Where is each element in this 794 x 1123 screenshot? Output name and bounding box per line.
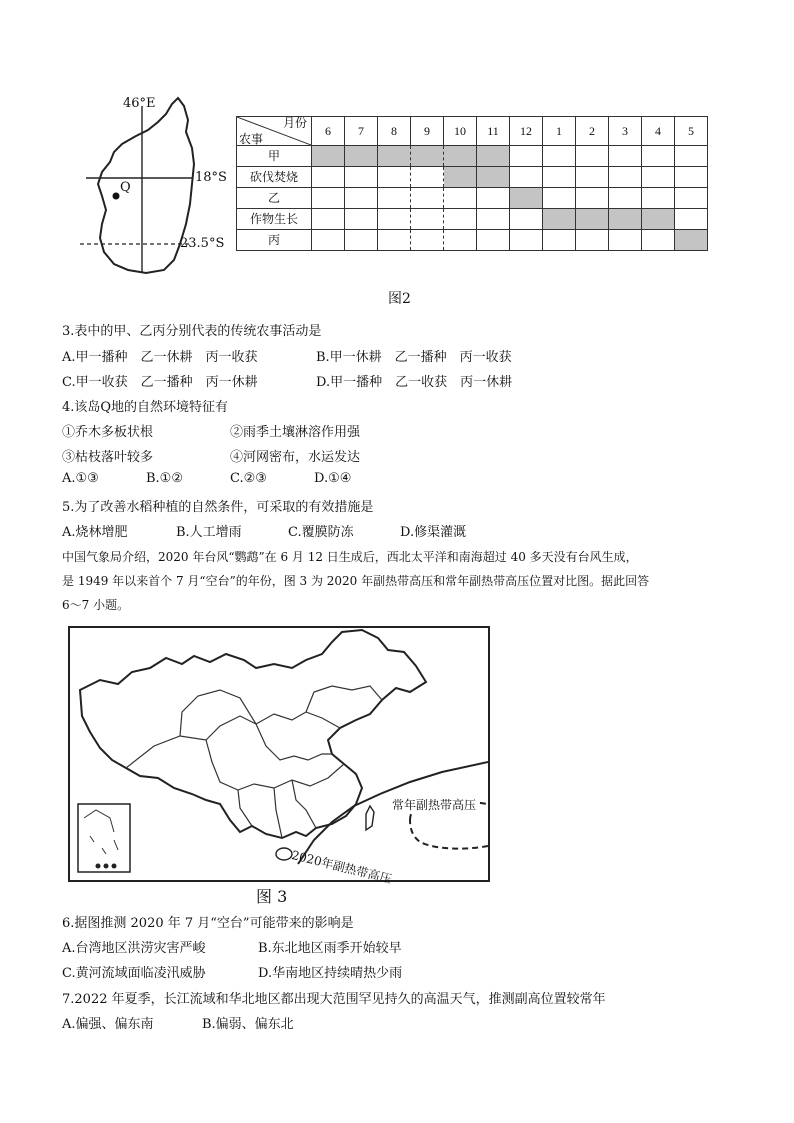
- q5-option-c: C.覆膜防冻: [288, 525, 354, 540]
- row-label: 乙: [237, 188, 312, 209]
- table-row: [237, 230, 708, 251]
- table-cell: [642, 167, 675, 188]
- farm-calendar-table: [236, 116, 708, 251]
- table-cell: [576, 188, 609, 209]
- q4-statement-3: ③枯枝落叶较多: [62, 450, 154, 465]
- table-row: [237, 188, 708, 209]
- row-label: 丙: [237, 230, 312, 251]
- table-cell-filled: [576, 209, 609, 230]
- month-header: 9: [411, 117, 444, 146]
- q4-option-c: C.②③: [230, 471, 267, 486]
- table-cell-filled: [411, 146, 444, 167]
- table-cell: [609, 167, 642, 188]
- q4-option-d: D.①④: [314, 471, 352, 486]
- table-cell: [543, 167, 576, 188]
- table-cell: [378, 188, 411, 209]
- table-cell-filled: [477, 167, 510, 188]
- q4-statement-2: ②雨季土壤淋溶作用强: [230, 425, 361, 440]
- corner-month-label: 月份: [282, 116, 307, 130]
- china-outline: [80, 630, 426, 838]
- table-cell: [378, 230, 411, 251]
- table-cell-filled: [510, 188, 543, 209]
- table-row: [237, 209, 708, 230]
- table-cell: [312, 167, 345, 188]
- table-cell: [675, 167, 708, 188]
- month-header: 4: [642, 117, 675, 146]
- table-cell: [609, 230, 642, 251]
- q6-stem: 6.据图推测 2020 年 7 月“空台”可能带来的影响是: [62, 916, 354, 931]
- q4-statement-4: ④河网密布，水运发达: [230, 450, 361, 465]
- month-header: 6: [312, 117, 345, 146]
- table-cell: [510, 167, 543, 188]
- month-header: 8: [378, 117, 411, 146]
- row-label: 作物生长: [237, 209, 312, 230]
- table-cell: [642, 188, 675, 209]
- figure-2-caption: 图2: [388, 291, 411, 307]
- label-2020-subtropical-high: 2020年副热带高压: [290, 847, 394, 887]
- table-cell: [477, 188, 510, 209]
- table-row: [237, 146, 708, 167]
- table-cell-filled: [642, 209, 675, 230]
- table-cell: [444, 188, 477, 209]
- table-cell: [576, 230, 609, 251]
- q6-option-d: D.华南地区持续晴热少雨: [258, 966, 403, 981]
- table-cell: [444, 209, 477, 230]
- q4-option-b: B.①②: [146, 471, 183, 486]
- row-label: 砍伐焚烧: [237, 167, 312, 188]
- q4-stem: 4.该岛Q地的自然环境特征有: [62, 400, 229, 415]
- label-normal-subtropical-high: 常年副热带高压: [392, 798, 477, 812]
- table-cell-filled: [378, 146, 411, 167]
- figure-3-caption: 图 3: [256, 887, 288, 906]
- q5-option-b: B.人工增雨: [176, 525, 242, 540]
- table-cell: [411, 209, 444, 230]
- china-map: [70, 628, 488, 880]
- table-cell-filled: [477, 146, 510, 167]
- table-cell: [576, 146, 609, 167]
- table-cell: [345, 167, 378, 188]
- table-cell-filled: [609, 209, 642, 230]
- table-cell: [345, 209, 378, 230]
- lon-label: 46°E: [123, 96, 156, 111]
- table-cell: [444, 230, 477, 251]
- table-cell: [510, 209, 543, 230]
- table-cell: [477, 209, 510, 230]
- q7-stem: 7.2022 年夏季，长江流域和华北地区都出现大范围罕见持久的高温天气，推测副高位置较常年: [62, 992, 606, 1007]
- row-label: 甲: [237, 146, 312, 167]
- table-cell: [609, 188, 642, 209]
- table-cell: [642, 146, 675, 167]
- table-cell: [609, 146, 642, 167]
- table-cell-filled: [312, 146, 345, 167]
- q3-option-c: C.甲一收获 乙一播种 丙一休耕: [62, 375, 258, 390]
- table-cell: [411, 167, 444, 188]
- table-cell-filled: [444, 146, 477, 167]
- q4-statement-1: ①乔木多板状根: [62, 425, 154, 440]
- subtropical-high-2020-line: [298, 762, 488, 864]
- table-cell: [378, 167, 411, 188]
- table-cell: [675, 188, 708, 209]
- table-cell: [675, 146, 708, 167]
- month-header: 5: [675, 117, 708, 146]
- month-header: 2: [576, 117, 609, 146]
- table-cell: [675, 209, 708, 230]
- table-cell: [510, 230, 543, 251]
- corner-farm-label: 农事: [239, 132, 264, 146]
- q-label: Q: [120, 180, 131, 195]
- q6-option-a: A.台湾地区洪涝灾害严峻: [62, 941, 206, 956]
- lat-label-18s: 18°S: [195, 170, 227, 185]
- table-cell: [345, 230, 378, 251]
- table-cell-filled: [675, 230, 708, 251]
- q3-option-b: B.甲一休耕 乙一播种 丙一收获: [316, 350, 512, 365]
- q4-option-a: A.①③: [62, 471, 99, 486]
- passage-line-3: 6～7 小题。: [62, 598, 130, 612]
- q5-option-d: D.修渠灌溉: [400, 525, 467, 540]
- table-cell: [642, 230, 675, 251]
- table-cell: [411, 230, 444, 251]
- table-cell-filled: [543, 209, 576, 230]
- table-row: [237, 167, 708, 188]
- passage-line-1: 中国气象局介绍，2020 年台风“鹦鹉”在 6 月 12 日生成后，西北太平洋和南海超过 40 多天没有台风生成，: [62, 550, 638, 564]
- table-cell: [312, 230, 345, 251]
- figure-3-frame: [68, 626, 490, 887]
- table-cell: [543, 188, 576, 209]
- table-cell: [543, 146, 576, 167]
- table-cell: [543, 230, 576, 251]
- table-cell-filled: [444, 167, 477, 188]
- q7-option-b: B.偏弱、偏东北: [202, 1017, 294, 1032]
- q7-option-a: A.偏强、偏东南: [62, 1017, 154, 1032]
- q6-option-b: B.东北地区雨季开始较早: [258, 941, 402, 956]
- table-cell: [312, 209, 345, 230]
- q5-option-a: A.烧林增肥: [62, 525, 128, 540]
- table-corner: [237, 117, 312, 146]
- month-header: 11: [477, 117, 510, 146]
- table-cell: [477, 230, 510, 251]
- passage-line-2: 是 1949 年以来首个 7 月“空台”的年份，图 3 为 2020 年副热带高压和常年副热带高压位置对比图。据此回答: [62, 574, 650, 588]
- month-header: 10: [444, 117, 477, 146]
- q5-stem: 5.为了改善水稻种植的自然条件，可采取的有效措施是: [62, 500, 374, 515]
- month-header: 1: [543, 117, 576, 146]
- month-header: 12: [510, 117, 543, 146]
- q6-option-c: C.黄河流域面临凌汛威胁: [62, 966, 206, 981]
- month-header: 7: [345, 117, 378, 146]
- table-cell: [411, 188, 444, 209]
- table-cell: [312, 188, 345, 209]
- lat-label-23s: 23.5°S: [180, 236, 225, 251]
- q3-option-d: D.甲一播种 乙一收获 丙一休耕: [316, 375, 513, 390]
- table-cell: [345, 188, 378, 209]
- q3-option-a: A.甲一播种 乙一休耕 丙一收获: [62, 350, 258, 365]
- month-header: 3: [609, 117, 642, 146]
- table-cell: [576, 167, 609, 188]
- table-header-row: [237, 117, 708, 146]
- q-point: [113, 193, 120, 200]
- table-cell-filled: [345, 146, 378, 167]
- table-cell: [378, 209, 411, 230]
- taiwan-island: [366, 806, 374, 830]
- q3-stem: 3.表中的甲、乙丙分别代表的传统农事活动是: [62, 324, 322, 339]
- hainan-island: [276, 848, 292, 860]
- table-cell: [510, 146, 543, 167]
